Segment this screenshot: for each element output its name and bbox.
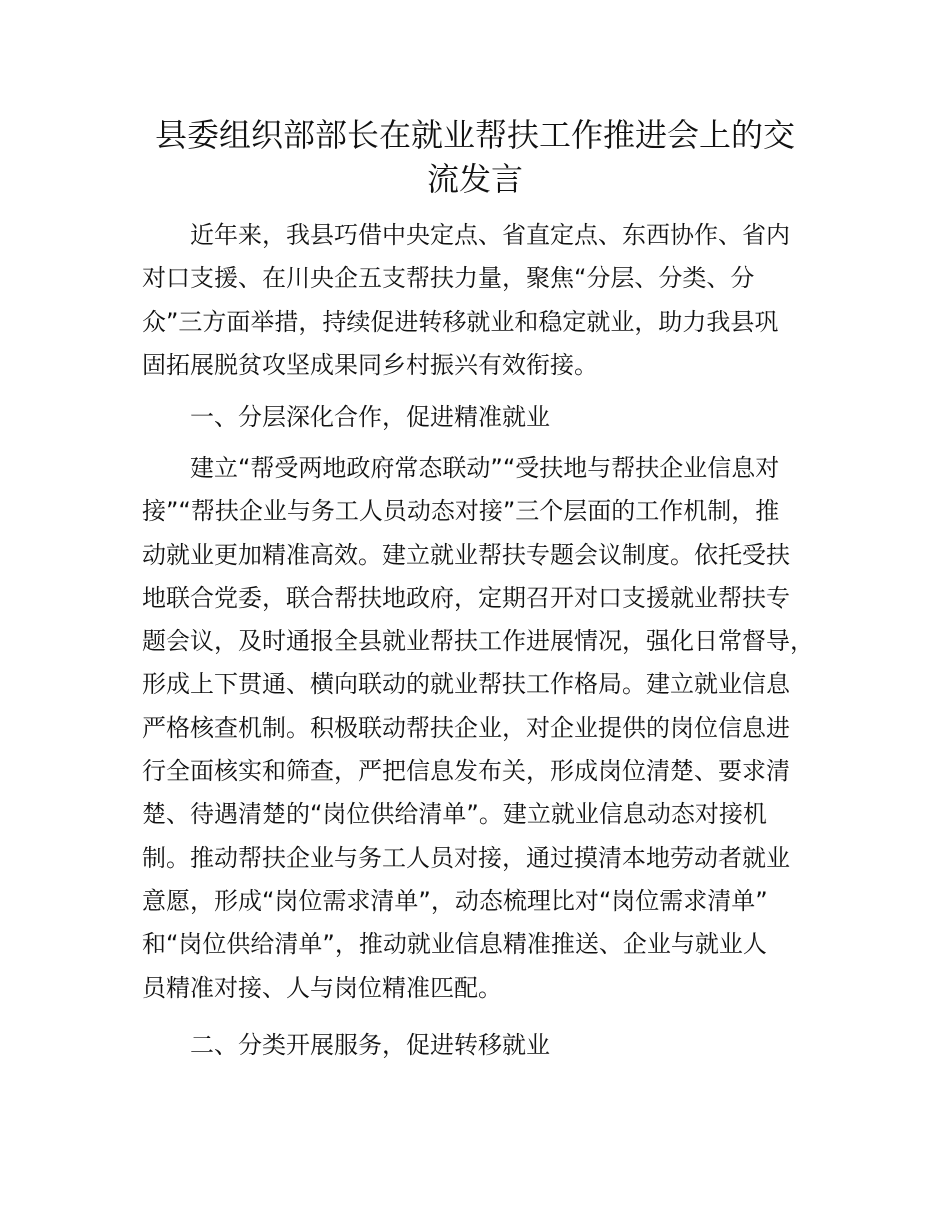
section-heading-1: 一、分层深化合作，促进精准就业 bbox=[190, 403, 550, 431]
paragraph-line: 动就业更加精准高效。建立就业帮扶专题会议制度。依托受扶 bbox=[142, 540, 790, 569]
intro-paragraph bbox=[142, 214, 832, 387]
title-line: 县委组织部部长在就业帮扶工作推进会上的交 bbox=[154, 116, 795, 154]
section-1-paragraph bbox=[142, 447, 832, 1010]
section-heading-2: 二、分类开展服务，促进转移就业 bbox=[190, 1031, 550, 1059]
paragraph-line: 近年来，我县巧借中央定点、省直定点、东西协作、省内 bbox=[190, 221, 790, 249]
title-line: 流发言 bbox=[426, 160, 523, 198]
paragraph-line: 和“岗位供给清单”，推动就业信息精准推送、企业与就业人 bbox=[142, 930, 767, 959]
paragraph-line: 形成上下贯通、横向联动的就业帮扶工作格局。建立就业信息 bbox=[142, 670, 790, 699]
paragraph-line: 行全面核实和筛查，严把信息发布关，形成岗位清楚、要求清 bbox=[142, 757, 790, 786]
paragraph-line: 严格核查机制。积极联动帮扶企业，对企业提供的岗位信息进 bbox=[142, 713, 790, 742]
paragraph-line: 建立“帮受两地政府常态联动”“受扶地与帮扶企业信息对 bbox=[190, 454, 780, 482]
document-title bbox=[140, 113, 810, 201]
paragraph-line: 众”三方面举措，持续促进转移就业和稳定就业，助力我县巩 bbox=[142, 307, 779, 336]
paragraph-line: 意愿，形成“岗位需求清单”，动态梳理比对“岗位需求清单” bbox=[142, 886, 768, 915]
paragraph-line: 固拓展脱贫攻坚成果同乡村振兴有效衔接。 bbox=[142, 350, 598, 379]
paragraph-line: 楚、待遇清楚的“岗位供给清单”。建立就业信息动态对接机 bbox=[142, 800, 767, 829]
paragraph-line: 题会议，及时通报全县就业帮扶工作进展情况，强化日常督导， bbox=[142, 627, 814, 656]
paragraph-line: 接”“帮扶企业与务工人员动态对接”三个层面的工作机制，推 bbox=[142, 497, 780, 526]
paragraph-line: 制。推动帮扶企业与务工人员对接，通过摸清本地劳动者就业 bbox=[142, 843, 790, 872]
paragraph-line: 对口支援、在川央企五支帮扶力量，聚焦“分层、分类、分 bbox=[142, 264, 755, 293]
paragraph-line: 员精准对接、人与岗位精准匹配。 bbox=[142, 973, 502, 1002]
paragraph-line: 地联合党委，联合帮扶地政府，定期召开对口支援就业帮扶专 bbox=[142, 583, 790, 612]
